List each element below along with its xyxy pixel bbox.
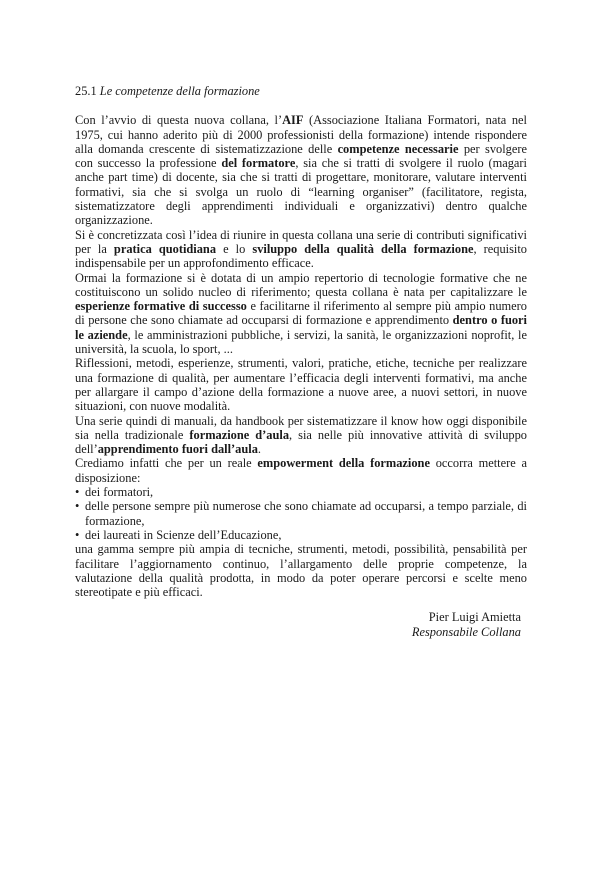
text-run: una gamma sempre più ampia di tecniche, strumenti, metodi, possibilità, pensabilità per facilitare l’aggiornamento continuo, l’allargamento delle proprie competenze, la valutazione della qualità prodotta, in modo da poter operare percorsi e scelte meno stereotipate e più efficaci. [75, 542, 527, 600]
text-run: , le amministrazioni pubbliche, i servizi, la sanità, le organizzazioni noprofit, le università, la scuola, lo sport, ... [75, 327, 527, 357]
paragraph-intro [75, 113, 527, 227]
signature-role: Responsabile Collana [411, 624, 521, 639]
paragraph-conclusion [75, 542, 527, 599]
section-number: 25.1 [75, 84, 97, 98]
bold-run: apprendimento fuori dall’aula [97, 442, 258, 457]
signature-name: Pier Luigi Amietta [428, 610, 521, 625]
text-run: Crediamo infatti che per un reale [75, 456, 258, 471]
paragraph-repertoire [75, 271, 527, 357]
bold-run: sviluppo della qualità della formazione [252, 241, 474, 256]
paragraph-empowerment [75, 456, 527, 485]
text-run: , sia che si tratti di svolgere il ruolo (magari anche part time) di docente, sia che si tratti di progettare, monitorare, valutare interventi formativi, sia che si svolga un ruolo di “learning organiser” (facilitatore, regista, sistematizzatore degli apprendimenti individuali e organizzativi) dentro qualche organizzazione. [75, 156, 527, 228]
text-run: Con l’avvio di questa nuova collana, l’ [75, 113, 283, 128]
text-run: (Associazione Italiana Formatori, nata nel 1975, cui hanno aderito più di 2000 professionisti della formazione) intende rispondere alla domanda crescente di sistematizzazione delle [75, 113, 527, 156]
bold-run: dentro o fuori le aziende [75, 313, 527, 342]
bold-run: del formatore [221, 156, 296, 171]
text-run: occorra mettere a disposizione: [75, 456, 527, 485]
list-item [75, 499, 527, 528]
text-run: Riflessioni, metodi, esperienze, strumenti, valori, pratiche, etiche, tecniche per realizzare una formazione di qualità, per aumentare l’efficacia degli interventi formativi, ma anche per allargare il campo d’azione della formazione a nuove aree, a nuovi settori, in nuove situazioni, con nuove modalità. [75, 356, 527, 414]
section-title: Le competenze della formazione [99, 84, 260, 98]
list-item [75, 528, 527, 542]
paragraph-manuals [75, 414, 527, 457]
paragraph-reflections [75, 356, 527, 413]
list-item-text: dei laureati in Scienze dell’Educazione, [85, 527, 282, 542]
list-item [75, 485, 527, 499]
text-run: Ormai la formazione si è dotata di un ampio repertorio di tecnologie formative che ne costituiscono un solido nucleo di riferimento; questa collana è nata per capitalizzare le [75, 270, 527, 299]
signature-block [75, 610, 527, 639]
text-run: Si è concretizzata così l’idea di riunire in questa collana una serie di contributi significativi per la [75, 227, 527, 256]
section-heading [75, 84, 527, 98]
bullet-icon: • [75, 499, 80, 514]
list-item-text: delle persone sempre più numerose che sono chiamate ad occuparsi, a tempo parziale, di formazione, [85, 499, 527, 528]
text-run: , requisito indispensabile per un approfondimento efficace. [75, 241, 528, 271]
text-run: per svolgere con successo la professione [75, 141, 528, 171]
bold-run: AIF [282, 113, 304, 128]
bold-run: pratica quotidiana [113, 241, 217, 256]
paragraph-purpose [75, 228, 527, 271]
bullet-icon: • [75, 527, 80, 542]
text-run: e lo [216, 241, 253, 256]
bold-run: empowerment della formazione [257, 456, 430, 471]
text-run: , sia nelle più innovative attività di sviluppo dell’ [75, 427, 527, 457]
bold-run: competenze necessarie [337, 141, 459, 156]
bold-run: esperienze formative di successo [75, 299, 247, 314]
document-page [75, 84, 527, 639]
bullet-icon: • [75, 485, 80, 500]
text-run: Una serie quindi di manuali, da handbook per sistematizzare il know how oggi disponibile sia nella tradizionale [75, 413, 527, 442]
text-run: e facilitarne il riferimento al sempre più ampio numero di persone che sono chiamate ad occuparsi di formazione e apprendimento [75, 299, 527, 328]
list-item-text: dei formatori, [85, 485, 154, 500]
text-run: . [257, 442, 262, 457]
bold-run: formazione d’aula [189, 427, 290, 442]
bullet-list [75, 485, 527, 542]
